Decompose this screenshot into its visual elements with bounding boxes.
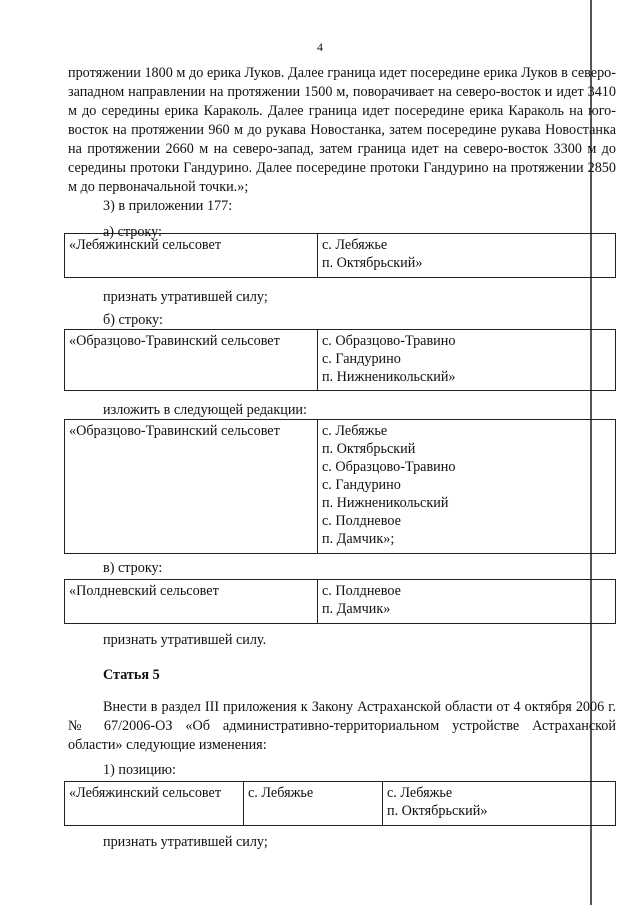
locality: с. Образцово-Травино — [322, 459, 456, 475]
locality: с. Полдневое — [322, 513, 401, 529]
locality: п. Дамчик» — [322, 601, 391, 617]
item-3-label: 3) в приложении 177: — [103, 198, 233, 214]
repeal-2: признать утратившей силу. — [103, 632, 267, 648]
table-row — [65, 420, 616, 554]
table-row — [65, 782, 616, 826]
article-paragraph: Внести в раздел III приложения к Закону Астраханской области от 4 октября 2006 г. № 67/2006-ОЗ «Об административно-территориальном устройстве Астраханской области» следующие изменения: — [68, 699, 616, 753]
table-e — [64, 781, 616, 826]
item-b-label: б) строку: — [103, 312, 163, 328]
table-cell-center: с. Лебяжье — [244, 782, 383, 826]
table-d — [64, 579, 616, 624]
locality: с. Лебяжье — [322, 423, 388, 439]
locality: с. Гандурино — [322, 351, 401, 367]
locality: с. Полдневое — [322, 583, 401, 599]
table-cell-localities — [318, 580, 616, 624]
table-cell-settlement-council: «Лебяжинский сельсовет — [65, 234, 318, 278]
repeal-1: признать утратившей силу; — [103, 289, 268, 305]
locality: п. Нижненикольский — [322, 495, 449, 511]
locality: п. Нижненикольский» — [322, 369, 456, 385]
table-cell-localities — [318, 420, 616, 554]
table-row — [65, 580, 616, 624]
locality: с. Лебяжье — [322, 237, 388, 253]
table-c — [64, 419, 616, 554]
table-cell-localities — [318, 234, 616, 278]
locality: п. Дамчик»; — [322, 531, 395, 547]
repeal-3: признать утратившей силу; — [103, 834, 268, 850]
item-a-label: а) строку: — [103, 224, 162, 240]
locality: с. Лебяжье — [387, 785, 453, 801]
locality: п. Октябрьский — [322, 441, 416, 457]
page-number: 4 — [317, 40, 323, 54]
locality: с. Образцово-Травино — [322, 333, 456, 349]
table-cell-localities — [318, 330, 616, 391]
table-cell-settlement-council: «Полдневский сельсовет — [65, 580, 318, 624]
locality: п. Октябрьский» — [322, 255, 423, 271]
article-heading: Статья 5 — [103, 667, 160, 683]
item-1-label: 1) позицию: — [103, 762, 176, 778]
locality: с. Гандурино — [322, 477, 401, 493]
restate-label: изложить в следующей редакции: — [103, 402, 307, 418]
intro-paragraph: протяжении 1800 м до ерика Луков. Далее граница идет посередине ерика Луков в северо-западном направлении на протяжении 1500 м, поворачивает на северо-восток и идет 3410 м до середины ерика Караколь. Далее граница идет посередине ерика Караколь на юго-восток на протяжении 960 м до рукава Новостанка, затем посередине рукава Новостанка на протяжении 2660 м на северо-запад, затем граница идет на северо-восток 3300 м до середины протоки Гандурино. Далее посередине протоки Гандурино на протяжении 2850 м до первоначальной точки.»; — [68, 65, 616, 195]
table-cell-settlement-council: «Лебяжинский сельсовет — [65, 782, 244, 826]
item-v-label: в) строку: — [103, 560, 163, 576]
table-b — [64, 329, 616, 391]
table-cell-settlement-council: «Образцово-Травинский сельсовет — [65, 330, 318, 391]
table-row — [65, 330, 616, 391]
locality: п. Октябрьский» — [387, 803, 488, 819]
table-row — [65, 234, 616, 278]
table-a — [64, 233, 616, 278]
table-cell-localities — [383, 782, 616, 826]
table-cell-settlement-council: «Образцово-Травинский сельсовет — [65, 420, 318, 554]
